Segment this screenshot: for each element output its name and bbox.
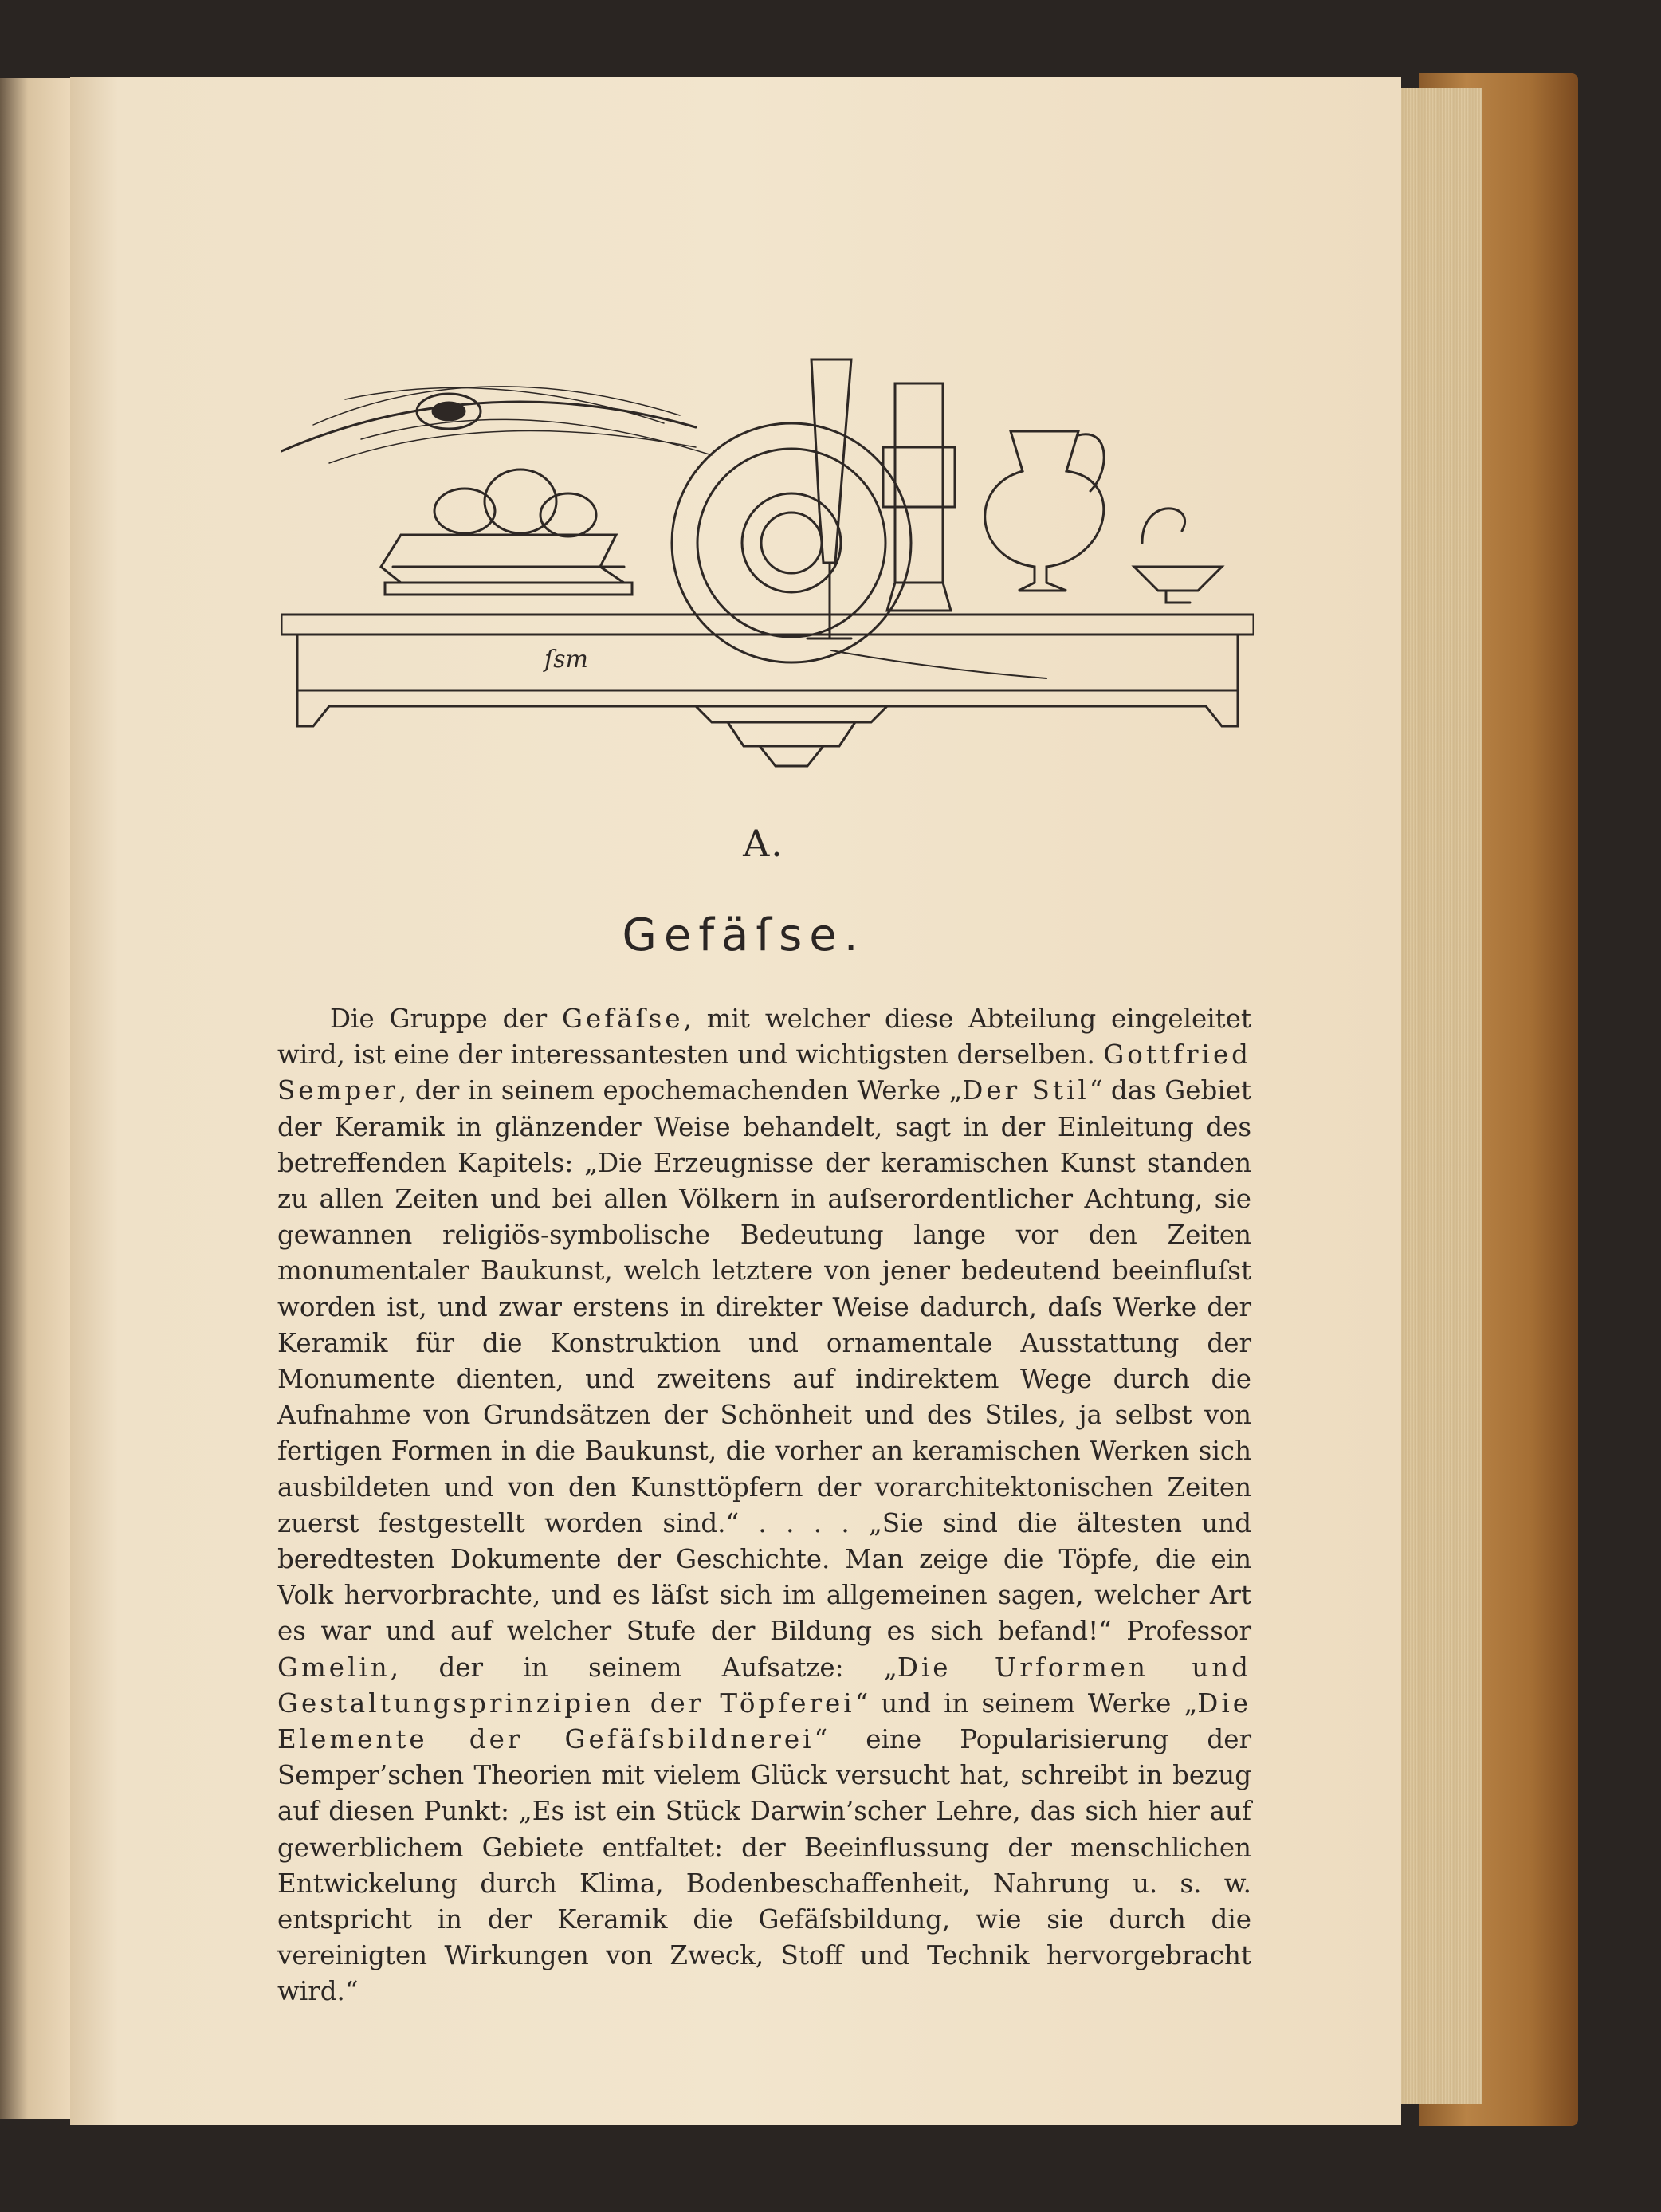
text-run: Die Gruppe der xyxy=(330,1004,563,1034)
spaced-term: Gefäſse xyxy=(562,1004,684,1034)
spaced-term: Die Elemente der Gefäſsbildnerei xyxy=(277,1687,1251,1755)
text-run: “ das Gebiet der Keramik in glänzender Weise behandelt, sagt in der Einleitung des betreffenden Kapitels: „Die Erzeugnisse der keramischen Kunst standen zu allen Zeiten und bei allen Völkern in auſserordentlicher Achtung, sie gewannen religiös-symbolische Bedeutung lange vor den Zeiten monumentaler Baukunst, welch letztere von jener bedeutend beeinfluſst worden ist, und zwar erstens in direkter Weise dadurch, daſs Werke der Keramik für die Konstruktion und ornamentale Ausstattung der Monumente dienten, und zweitens auf indirektem Wege durch die Aufnahme von Grundsätzen der Schönheit und des Stiles, ja selbst von fertigen Formen in die Baukunst, die vorher an keramischen Werken sich ausbildeten und von den Kunsttöpfern der vorarchitektonischen Zeiten zuerst festgestellt worden sind.“ . . . . „Sie sind die ältesten und beredtesten Dokumente der Geschichte. Man zeige die Töpfe, die ein Volk hervorbrachte, und es läſst sich im allgemeinen sagen, welcher Art es war und auf welcher Stufe der Bildung es sich befand!“ Professor xyxy=(277,1075,1251,1647)
book-page xyxy=(70,77,1401,2125)
spaced-term: Der Stil xyxy=(962,1075,1090,1106)
body-text xyxy=(277,1001,1251,2010)
section-title: Gefäſse. xyxy=(622,910,866,961)
section-letter: A. xyxy=(743,822,784,865)
paragraph xyxy=(277,1001,1251,2010)
left-page-edge xyxy=(0,78,70,2119)
spaced-term: Gmelin xyxy=(277,1652,391,1683)
spaced-term: Die Urformen und Gestaltungsprinzipien der Töpferei xyxy=(277,1652,1251,1719)
spaced-term: Gottfried Semper xyxy=(277,1039,1251,1106)
artist-signature: ſsm xyxy=(544,646,588,674)
vessels-illustration xyxy=(281,352,1254,770)
text-run: , der in seinem Aufsatze: „ xyxy=(390,1652,897,1683)
text-run: , mit welcher diese Abteilung eingeleitet wird, ist eine der interessantesten und wichtigsten derselben. xyxy=(277,1004,1251,1071)
text-run: , der in seinem epochemachenden Werke „ xyxy=(398,1075,963,1106)
text-run: “ eine Popularisierung der Semper’schen Theorien mit vielem Glück versucht hat, schreibt in bezug auf diesen Punkt: „Es ist ein Stück Darwin’scher Lehre, das sich hier auf gewerblichem Gebiete entfaltet: der Beeinflussung der menschlichen Entwickelung durch Klima, Bodenbeschaffenheit, Nahrung u. s. w. entspricht in der Keramik die Gefäſsbildung, wie sie durch die vereinigten Wirkungen von Zweck, Stoff und Technik hervorgebracht wird.“ xyxy=(277,1724,1251,2007)
text-run: “ und in seinem Werke „ xyxy=(854,1687,1198,1719)
page-edges xyxy=(1395,88,1482,2104)
